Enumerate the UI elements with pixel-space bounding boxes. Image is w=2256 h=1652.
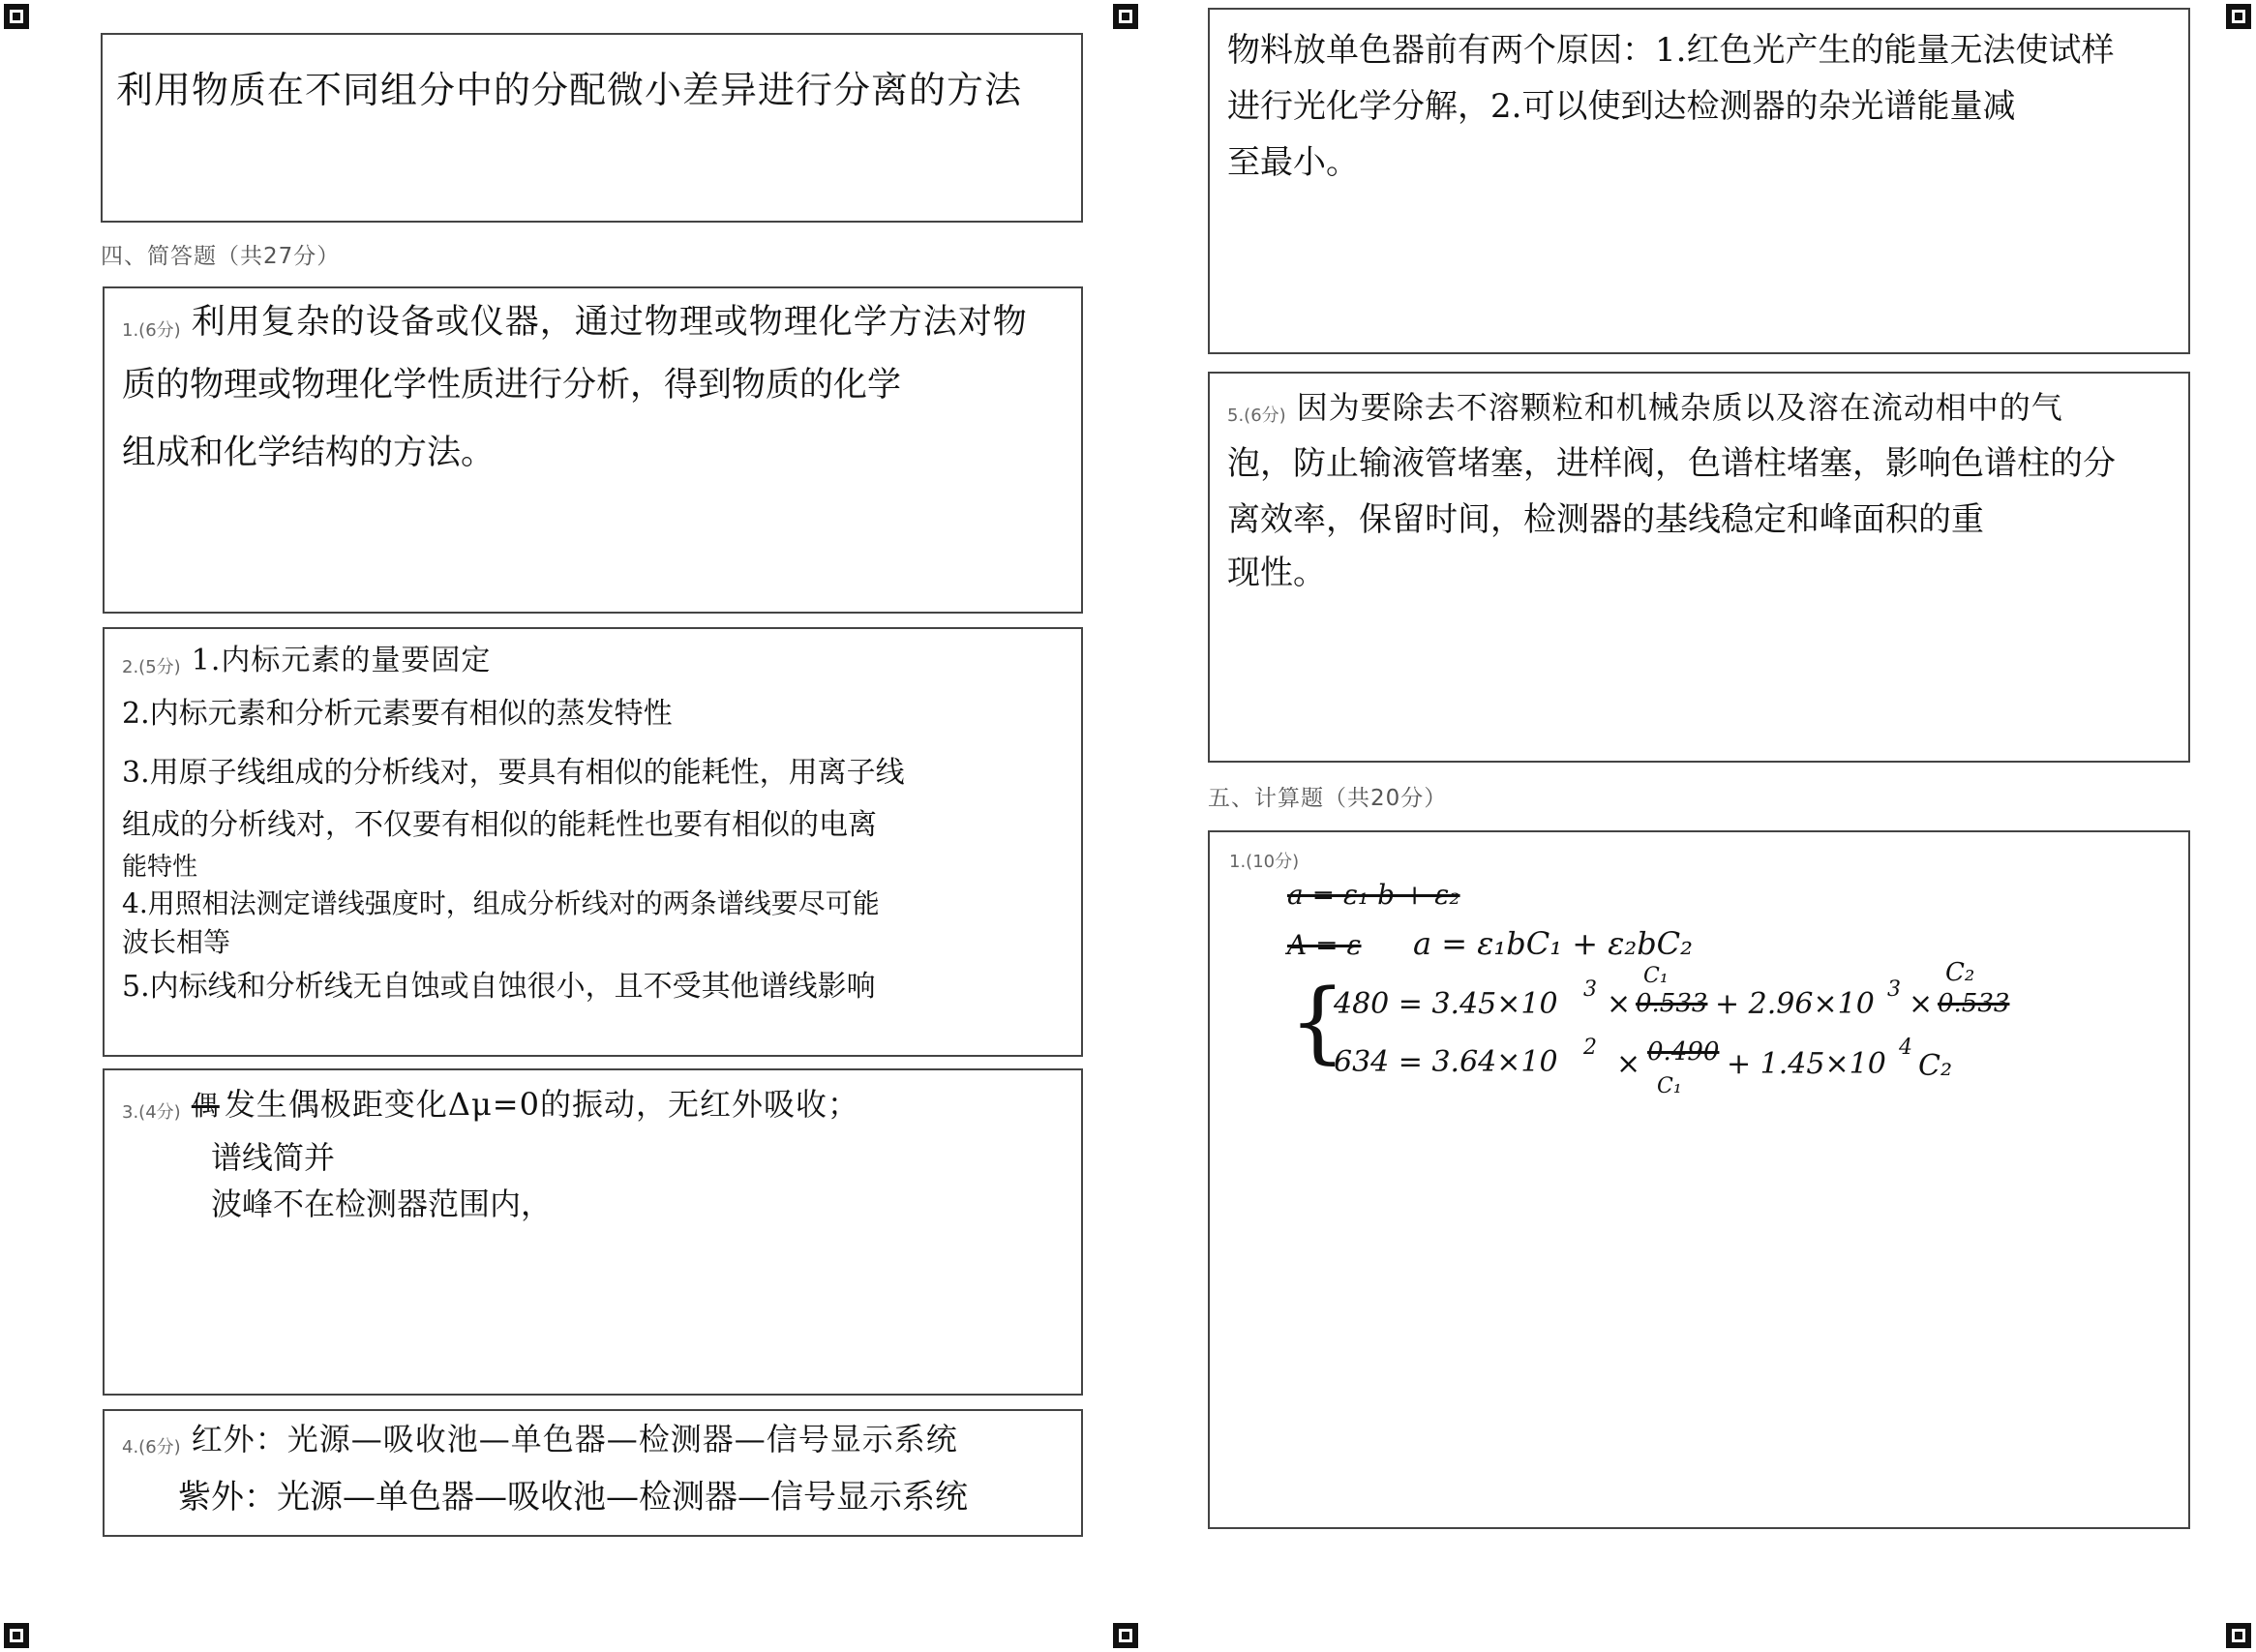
answer-box-q1 bbox=[103, 286, 1083, 614]
eq2-struck: 0.490 bbox=[1647, 1037, 1720, 1066]
eq1-times: × bbox=[1607, 987, 1632, 1021]
answer-box-q3 bbox=[103, 1068, 1083, 1396]
eq2-c1: C₁ bbox=[1657, 1074, 1682, 1098]
eq1-times2: × bbox=[1909, 987, 1934, 1021]
corner-marker-top-right bbox=[2226, 4, 2251, 29]
q2-line-6: 4.用照相法测定谱线强度时，组成分析线对的两条谱线要尽可能 bbox=[122, 887, 880, 919]
calc-struck-prefix: A = ε bbox=[1287, 929, 1362, 961]
q3-line-1: 发生偶极距变化Δμ=0的振动，无红外吸收； bbox=[224, 1086, 859, 1123]
q5-label: 5.(6分) bbox=[1227, 405, 1286, 426]
calc-struck-line: a = ε₁ b + ε₂ bbox=[1287, 879, 1460, 911]
q5-line-2: 泡，防止输液管堵塞，进样阀，色谱柱堵塞，影响色谱柱的分 bbox=[1227, 444, 2116, 483]
section-five-title: 五、计算题（共20分） bbox=[1208, 786, 1448, 811]
q1-label: 1.(6分) bbox=[122, 319, 181, 341]
q3-struck-word: 偶 bbox=[191, 1090, 220, 1122]
q5-line-1: 因为要除去不溶颗粒和机械杂质以及溶在流动相中的气 bbox=[1296, 389, 2063, 426]
eq1-c2: C₂ bbox=[1945, 958, 1975, 987]
q4-line-2: 紫外：光源—单色器—吸收池—检测器—信号显示系统 bbox=[178, 1478, 968, 1517]
corner-marker-bottom-right bbox=[2226, 1623, 2251, 1648]
top-answer-box-left bbox=[101, 33, 1083, 223]
eq2-left: 634 = 3.64×10 bbox=[1334, 1045, 1558, 1079]
eq2-exp2: 4 bbox=[1899, 1036, 1912, 1060]
right-top-line-3: 至最小。 bbox=[1227, 143, 1359, 182]
eq2-exp: 2 bbox=[1583, 1036, 1597, 1060]
answer-box-q4 bbox=[103, 1409, 1083, 1537]
eq2-times: × bbox=[1616, 1047, 1641, 1081]
eq1-left: 480 = 3.45×10 bbox=[1334, 987, 1558, 1021]
corner-marker-bottom-middle bbox=[1113, 1623, 1138, 1648]
q2-line-3: 3.用原子线组成的分析线对，要具有相似的能耗性，用离子线 bbox=[122, 756, 905, 790]
q2-line-5: 能特性 bbox=[122, 853, 198, 882]
eq2-c2: C₂ bbox=[1918, 1049, 1952, 1083]
eq1-struck2: 0.533 bbox=[1938, 989, 2010, 1018]
q1-line-3: 组成和化学结构的方法。 bbox=[122, 434, 496, 472]
q5-line-3: 离效率，保留时间，检测器的基线稳定和峰面积的重 bbox=[1227, 500, 1984, 539]
answer-box-calc-q1 bbox=[1208, 830, 2190, 1529]
eq2-mid: + 1.45×10 bbox=[1727, 1047, 1886, 1081]
right-top-line-2: 进行光化学分解，2.可以使到达检测器的杂光谱能量减 bbox=[1227, 87, 2016, 126]
answer-box-q2 bbox=[103, 627, 1083, 1057]
corner-marker-top-left bbox=[4, 4, 29, 29]
eq1-exp2: 3 bbox=[1887, 977, 1901, 1002]
corner-marker-top-middle bbox=[1113, 4, 1138, 29]
q2-line-4: 组成的分析线对，不仅要有相似的能耗性也要有相似的电离 bbox=[122, 808, 877, 842]
q2-line-8: 5.内标线和分析线无自蚀或自蚀很小，且不受其他谱线影响 bbox=[122, 970, 876, 1004]
top-answer-text: 利用物质在不同组分中的分配微小差异进行分离的方法 bbox=[116, 69, 1023, 111]
section-four-title: 四、简答题（共27分） bbox=[101, 244, 341, 269]
eq1-exp: 3 bbox=[1583, 977, 1597, 1002]
q2-label: 2.(5分) bbox=[122, 656, 181, 677]
calc-formula: a = ε₁bC₁ + ε₂bC₂ bbox=[1413, 925, 1693, 962]
q3-label: 3.(4分) bbox=[122, 1101, 181, 1123]
q2-line-1: 1.内标元素的量要固定 bbox=[191, 644, 492, 677]
calc-q1-label: 1.(10分) bbox=[1229, 852, 1300, 872]
q3-line-3: 波峰不在检测器范围内， bbox=[211, 1186, 553, 1222]
q1-line-1: 利用复杂的设备或仪器，通过物理或物理化学方法对物 bbox=[191, 303, 1028, 342]
corner-marker-bottom-left bbox=[4, 1623, 29, 1648]
eq1-mid: + 2.96×10 bbox=[1715, 987, 1875, 1021]
q4-line-1: 红外：光源—吸收池—单色器—检测器—信号显示系统 bbox=[191, 1421, 958, 1457]
q2-line-7: 波长相等 bbox=[122, 926, 231, 958]
answer-box-q5 bbox=[1208, 372, 2190, 763]
q2-line-2: 2.内标元素和分析元素要有相似的蒸发特性 bbox=[122, 697, 673, 731]
q3-line-2: 谱线简并 bbox=[211, 1139, 336, 1176]
q1-line-2: 质的物理或物理化学性质进行分析，得到物质的化学 bbox=[122, 366, 902, 405]
q4-label: 4.(6分) bbox=[122, 1436, 181, 1457]
eq1-struck: 0.533 bbox=[1636, 989, 1708, 1018]
right-top-line-1: 物料放单色器前有两个原因：1.红色光产生的能量无法使试样 bbox=[1227, 31, 2115, 70]
eq1-c1: C₁ bbox=[1643, 964, 1669, 988]
equation-brace: { bbox=[1289, 970, 1346, 1073]
top-answer-box-right bbox=[1208, 8, 2190, 354]
q5-line-4: 现性。 bbox=[1227, 554, 1326, 592]
